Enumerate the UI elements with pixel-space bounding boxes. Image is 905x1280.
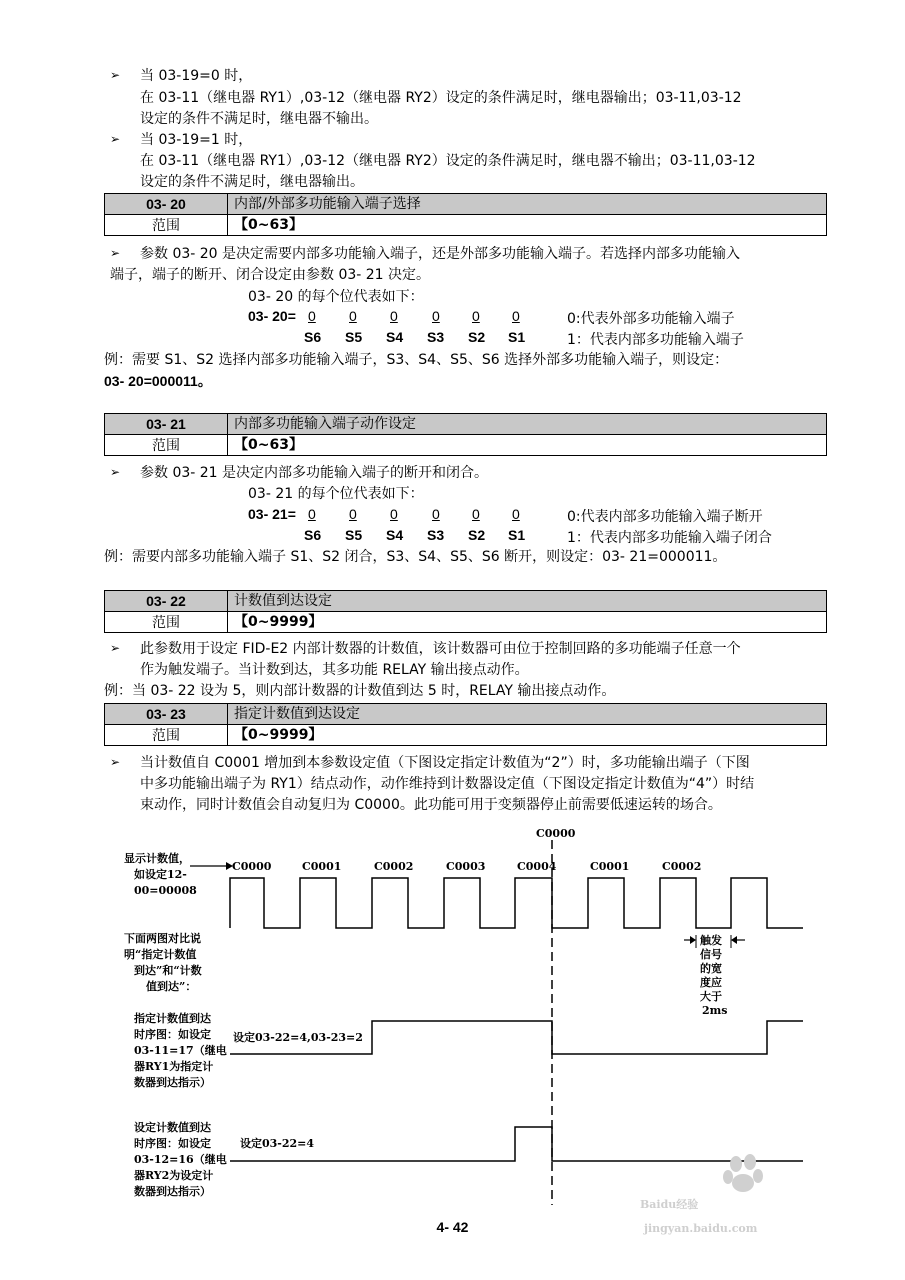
- top-marker-label: C0000: [536, 827, 576, 840]
- bits-prefix: 03- 20=: [248, 308, 296, 324]
- pulse-note: 的宽: [700, 962, 722, 975]
- bit-label: S4: [386, 527, 404, 543]
- set-label: 数器到达指示）: [134, 1185, 211, 1198]
- set-label: 设定计数值到达: [134, 1121, 211, 1134]
- p0323-desc-line2: 中多功能输出端子为 RY1）结点动作，动作维持到计数器设定值（下图设定指定计数值为“4”）时结: [140, 776, 755, 792]
- spec-label: 数器到达指示）: [134, 1076, 211, 1089]
- p0320-desc-line2: 端子，端子的断开、闭合设定由参数 03- 21 决定。: [110, 267, 431, 283]
- param-range: 【0~9999】: [228, 612, 827, 633]
- bit-value: 0: [432, 506, 440, 522]
- paw-logo-icon: [640, 1150, 880, 1240]
- spec-label: 时序图：如设定: [134, 1028, 211, 1041]
- param-code: 03- 22: [105, 591, 228, 612]
- bit-value: 0: [390, 506, 398, 522]
- param-code: 03- 20: [105, 194, 228, 215]
- bit-value: 0: [472, 308, 480, 324]
- bit-label: S5: [345, 527, 363, 543]
- bit-value: 0: [432, 308, 440, 324]
- counter-label: 00=00008: [134, 884, 197, 897]
- set-label: 时序图：如设定: [134, 1137, 211, 1150]
- bullet-arrow-icon: ➢: [110, 465, 121, 479]
- case0-body-line2: 设定的条件不满足时，继电器不输出。: [140, 111, 378, 127]
- param-name: 指定计数值到达设定: [228, 704, 827, 725]
- counter-value: C0001: [302, 860, 342, 873]
- p0320-example-line1: 例：需要 S1、S2 选择内部多功能输入端子，S3、S4、S5、S6 选择外部多功能输入端子，则设定：: [104, 352, 729, 368]
- case0-title: 当 03-19=0 时，: [140, 68, 253, 84]
- bit-label: S2: [468, 527, 486, 543]
- p0321-example-line1: 例：需要内部多功能输入端子 S1、S2 闭合，S3、S4、S5、S6 断开，则设定：03- 21=000011。: [104, 549, 727, 565]
- range-label: 范围: [105, 435, 228, 456]
- pulse-note: 大于: [700, 990, 722, 1003]
- watermark-logo-text: Baidu经验: [640, 1198, 699, 1211]
- bit-label: S6: [304, 527, 322, 543]
- counter-pulse-train: [230, 878, 803, 928]
- case1-body-line2: 设定的条件不满足时，继电器输出。: [140, 174, 364, 190]
- baidu-watermark: [640, 1150, 880, 1240]
- set-label: 器RY2为设定计: [134, 1169, 214, 1182]
- legend-1: 1：代表内部多功能输入端子: [567, 332, 744, 348]
- compare-label: 明“指定计数值: [124, 948, 197, 961]
- page-number: 4- 42: [436, 1219, 469, 1235]
- param-name: 计数值到达设定: [228, 591, 827, 612]
- spec-label: 03-11=17（继电: [134, 1044, 227, 1057]
- spec-label: 指定计数值到达: [134, 1012, 211, 1025]
- compare-label: 值到达”：: [146, 980, 197, 993]
- legend-0: 0:代表内部多功能输入端子断开: [567, 509, 763, 525]
- counter-value: C0002: [662, 860, 702, 873]
- compare-label: 下面两图对比说: [124, 932, 201, 945]
- p0323-desc-line1: 当计数值自 C0001 增加到本参数设定值（下图设定指定计数值为“2”）时，多功能输出端子（下图: [140, 755, 750, 771]
- legend-0: 0:代表外部多功能输入端子: [567, 311, 735, 327]
- p0321-bits-title: 03- 21 的每个位代表如下：: [248, 486, 424, 502]
- param-range: 【0~63】: [228, 435, 827, 456]
- case1-title: 当 03-19=1 时，: [140, 132, 253, 148]
- p0322-example-line1: 例：当 03- 22 设为 5，则内部计数器的计数值到达 5 时，RELAY 输出接点动作。: [104, 683, 616, 699]
- bit-value: 0: [308, 308, 316, 324]
- param-code: 03- 21: [105, 414, 228, 435]
- pulse-note: 触发: [700, 934, 722, 947]
- param-table-0320: [104, 193, 827, 236]
- bullet-arrow-icon: ➢: [110, 755, 121, 769]
- bit-value: 0: [308, 506, 316, 522]
- range-label: 范围: [105, 215, 228, 236]
- p0322-desc-line2: 作为触发端子。当计数到达，其多功能 RELAY 输出接点动作。: [140, 662, 529, 678]
- bit-label: S3: [427, 527, 445, 543]
- param-name: 内部多功能输入端子动作设定: [228, 414, 827, 435]
- compare-label: 到达”和“计数: [134, 964, 202, 977]
- bit-label: S4: [386, 329, 404, 345]
- watermark-url: jingyan.baidu.com: [644, 1222, 758, 1235]
- bit-label: S3: [427, 329, 445, 345]
- pulse-note: 信号: [700, 948, 722, 961]
- bit-value: 0: [349, 308, 357, 324]
- counter-label: 显示计数值，: [124, 852, 190, 865]
- bit-value: 0: [472, 506, 480, 522]
- bit-value: 0: [349, 506, 357, 522]
- arrow-head-icon: [690, 936, 696, 944]
- bit-label: S1: [508, 527, 526, 543]
- bullet-arrow-icon: ➢: [110, 68, 121, 82]
- param-range: 【0~63】: [228, 215, 827, 236]
- p0320-desc-line1: 参数 03- 20 是决定需要内部多功能输入端子，还是外部多功能输入端子。若选择内部多功能输入: [140, 246, 741, 262]
- bit-value: 0: [512, 506, 520, 522]
- bit-label: S1: [508, 329, 526, 345]
- range-label: 范围: [105, 612, 228, 633]
- spec-label: 器RY1为指定计: [134, 1060, 214, 1073]
- set-label: 03-12=16（继电: [134, 1153, 227, 1166]
- range-label: 范围: [105, 725, 228, 746]
- counter-value: C0001: [590, 860, 630, 873]
- set-setting: 设定03-22=4: [240, 1137, 315, 1150]
- bit-label: S2: [468, 329, 486, 345]
- legend-1: 1：代表内部多功能输入端子闭合: [567, 530, 772, 546]
- bit-value: 0: [512, 308, 520, 324]
- p0320-example-line2: 03- 20=000011。: [104, 373, 212, 389]
- param-range: 【0~9999】: [228, 725, 827, 746]
- p0321-desc-line1: 参数 03- 21 是决定内部多功能输入端子的断开和闭合。: [140, 465, 489, 481]
- spec-setting: 设定03-22=4,03-23=2: [233, 1031, 363, 1044]
- bit-label: S6: [304, 329, 322, 345]
- p0320-bits-title: 03- 20 的每个位代表如下：: [248, 289, 424, 305]
- pulse-note: 2ms: [702, 1004, 728, 1017]
- p0323-desc-line3: 束动作，同时计数值会自动复归为 C0000。此功能可用于变频器停止前需要低速运转的场合。: [140, 797, 722, 813]
- bullet-arrow-icon: ➢: [110, 132, 121, 146]
- counter-value: C0003: [446, 860, 486, 873]
- counter-value: C0002: [374, 860, 414, 873]
- counter-value: C0004: [517, 860, 557, 873]
- pulse-note: 度应: [700, 976, 722, 989]
- param-table-0321: [104, 413, 827, 456]
- bits-prefix: 03- 21=: [248, 506, 296, 522]
- arrow-head-icon: [731, 936, 737, 944]
- bit-value: 0: [390, 308, 398, 324]
- param-name: 内部/外部多功能输入端子选择: [228, 194, 827, 215]
- param-code: 03- 23: [105, 704, 228, 725]
- param-table-0323: [104, 703, 827, 746]
- bullet-arrow-icon: ➢: [110, 246, 121, 260]
- bullet-arrow-icon: ➢: [110, 641, 121, 655]
- counter-value: C0000: [232, 860, 272, 873]
- param-table-0322: [104, 590, 827, 633]
- bit-label: S5: [345, 329, 363, 345]
- case0-body-line1: 在 03-11（继电器 RY1）,03-12（继电器 RY2）设定的条件满足时，继电器输出；03-11,03-12: [140, 90, 742, 106]
- counter-label: 如设定12-: [134, 868, 187, 881]
- p0322-desc-line1: 此参数用于设定 FID-E2 内部计数器的计数值，该计数器可由位于控制回路的多功能端子任意一个: [140, 641, 741, 657]
- case1-body-line1: 在 03-11（继电器 RY1）,03-12（继电器 RY2）设定的条件满足时，继电器不输出；03-11,03-12: [140, 153, 756, 169]
